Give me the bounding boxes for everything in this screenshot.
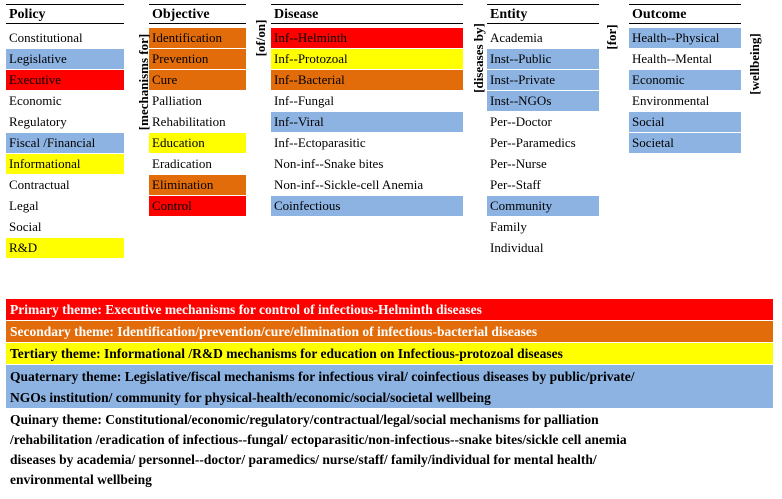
column-cell: Regulatory [6, 112, 124, 132]
column-cell: Control [149, 196, 246, 216]
theme-line: NGOs institution/ community for physical-health/economic/social/societal wellbeing [10, 390, 491, 405]
theme-legend [6, 299, 773, 491]
outcome-column [629, 4, 741, 154]
column-cell: Inst--NGOs [487, 91, 599, 111]
column-cell: Family [487, 217, 599, 237]
column-cell: Fiscal /Financial [6, 133, 124, 153]
objective-header: Objective [149, 4, 246, 24]
policy-list [6, 28, 124, 258]
column-cell: Legal [6, 196, 124, 216]
column-cell: Per--Doctor [487, 112, 599, 132]
column-cell: Social [6, 217, 124, 237]
entity-header: Entity [487, 4, 599, 24]
theme-line: diseases by academia/ personnel--doctor/ paramedics/ nurse/staff/ family/individual for mental health/ [10, 452, 597, 467]
column-cell: Cure [149, 70, 246, 90]
column-cell: Economic [629, 70, 741, 90]
objective-column [149, 4, 246, 217]
column-cell: Societal [629, 133, 741, 153]
theme-line: Secondary theme: Identification/prevention/cure/elimination of infectious-bacterial diseases [10, 324, 538, 339]
connector-wellbeing: [wellbeing] [747, 33, 762, 95]
column-cell: Prevention [149, 49, 246, 69]
column-cell: Rehabilitation [149, 112, 246, 132]
objective-list [149, 28, 246, 216]
column-cell: Coinfectious [271, 196, 463, 216]
column-cell: Eradication [149, 154, 246, 174]
quinary-theme [6, 409, 773, 490]
connector-mechanisms-for: [mechanisms for] [136, 33, 151, 131]
policy-header: Policy [6, 4, 124, 24]
column-cell: Contractual [6, 175, 124, 195]
column-cell: Social [629, 112, 741, 132]
outcome-header: Outcome [629, 4, 741, 24]
theme-line: Tertiary theme: Informational /R&D mechanisms for education on Infectious-protozoal diseases [10, 346, 563, 361]
connector-diseases-by: [diseases by] [471, 23, 486, 93]
column-cell: Elimination [149, 175, 246, 195]
column-cell: Inf--Viral [271, 112, 463, 132]
column-cell: Individual [487, 238, 599, 258]
column-cell: Inf--Bacterial [271, 70, 463, 90]
column-cell: Inf--Fungal [271, 91, 463, 111]
theme-line: Quinary theme: Constitutional/economic/regulatory/contractual/legal/social mechanisms for palliation [10, 412, 599, 427]
secondary-theme [6, 321, 773, 342]
column-cell: Inf--Ectoparasitic [271, 133, 463, 153]
column-cell: Informational [6, 154, 124, 174]
column-cell: Non-inf--Sickle-cell Anemia [271, 175, 463, 195]
outcome-list [629, 28, 741, 153]
column-cell: Legislative [6, 49, 124, 69]
column-cell: Health--Mental [629, 49, 741, 69]
column-cell: Inf--Protozoal [271, 49, 463, 69]
entity-column [487, 4, 599, 259]
column-cell: Inst--Public [487, 49, 599, 69]
column-cell: Inst--Private [487, 70, 599, 90]
column-cell: Inf--Helminth [271, 28, 463, 48]
column-cell: Per--Staff [487, 175, 599, 195]
connector-for: [for] [604, 24, 619, 50]
column-cell: Executive [6, 70, 124, 90]
column-cell: Education [149, 133, 246, 153]
tertiary-theme [6, 343, 773, 364]
column-cell: Per--Nurse [487, 154, 599, 174]
column-cell: Identification [149, 28, 246, 48]
column-cell: Environmental [629, 91, 741, 111]
column-cell: Academia [487, 28, 599, 48]
column-cell: Health--Physical [629, 28, 741, 48]
column-cell: Constitutional [6, 28, 124, 48]
column-cell: Palliation [149, 91, 246, 111]
entity-list [487, 28, 599, 258]
disease-list [271, 28, 463, 216]
column-cell: Non-inf--Snake bites [271, 154, 463, 174]
column-cell: R&D [6, 238, 124, 258]
primary-theme [6, 299, 773, 320]
theme-line: /rehabilitation /eradication of infectious--fungal/ ectoparasitic/non-infectious--snake bites/sickle cell anemia [10, 432, 627, 447]
connector-of-on: [of/on] [253, 19, 268, 57]
column-cell: Per--Paramedics [487, 133, 599, 153]
disease-header: Disease [271, 4, 463, 24]
theme-line: Primary theme: Executive mechanisms for control of infectious-Helminth diseases [10, 302, 482, 317]
disease-column [271, 4, 463, 217]
column-cell: Economic [6, 91, 124, 111]
theme-line: environmental wellbeing [10, 472, 152, 487]
theme-line: Quaternary theme: Legislative/fiscal mechanisms for infectious viral/ coinfectious diseases by public/private/ [10, 369, 635, 384]
column-cell: Community [487, 196, 599, 216]
quaternary-theme [6, 365, 773, 408]
policy-column [6, 4, 124, 259]
